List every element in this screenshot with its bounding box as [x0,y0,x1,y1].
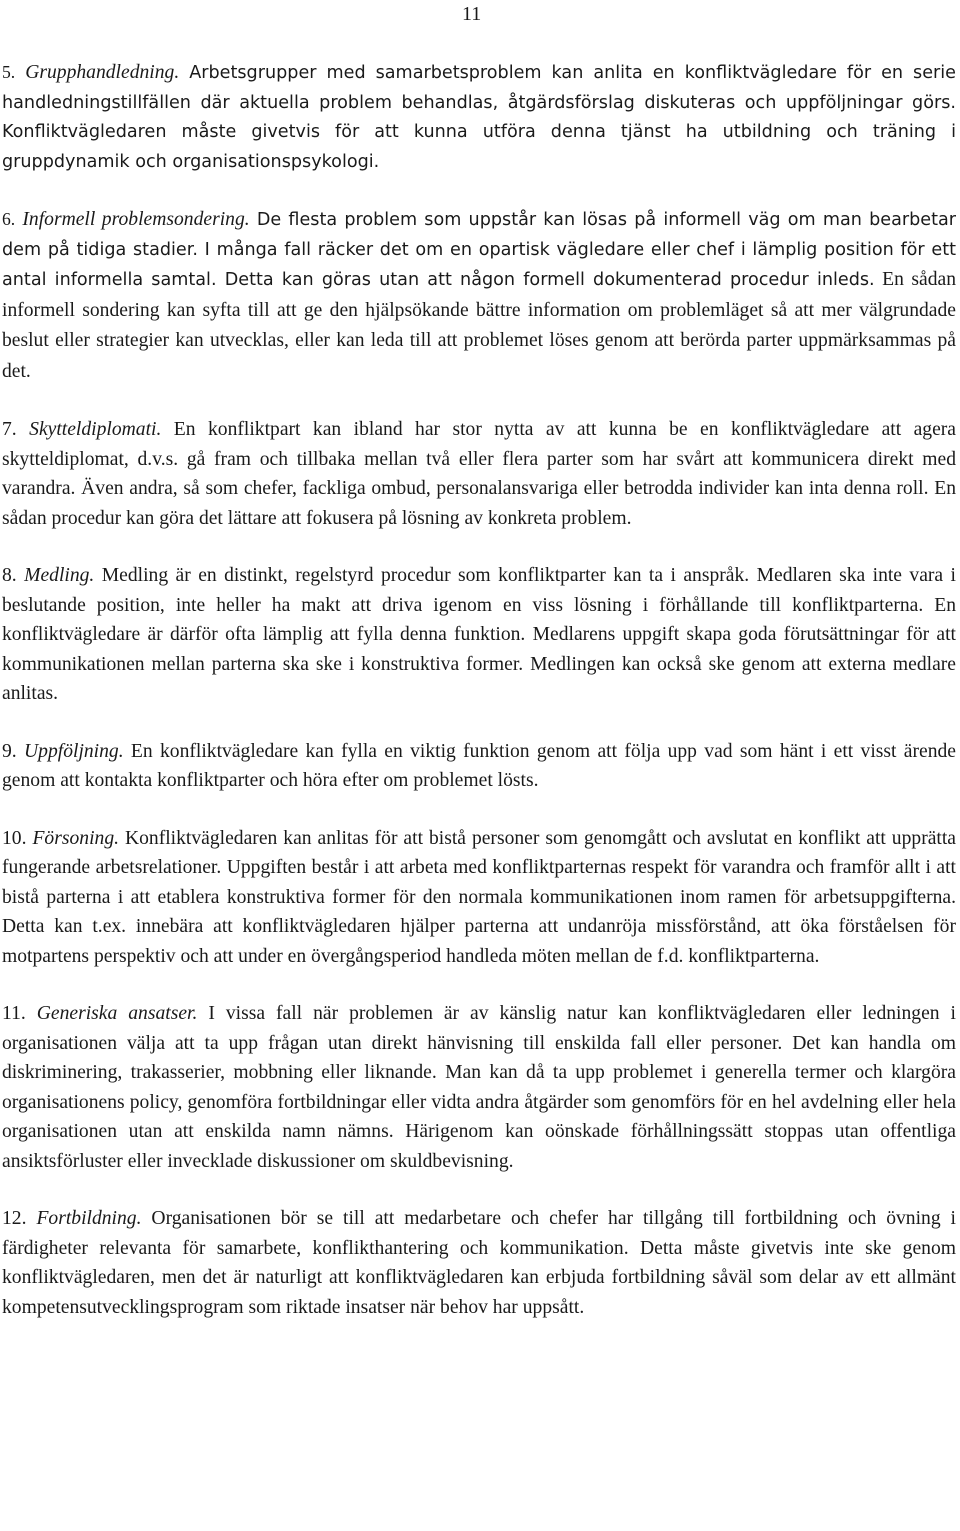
section-heading: Medling. [24,565,95,586]
section-10 [2,824,956,972]
section-12 [2,1204,956,1322]
section-11 [2,999,956,1176]
section-5 [2,58,956,177]
section-text: Arbetsgrupper med samarbetsproblem kan anlita en konfliktvägledare för en serie handledningstillfällen där aktuella problem behandlas, åtgärdsförslag diskuteras och uppföljningar görs. Konfliktvägledaren måste givetvis för att kunna utföra denna tjänst ha utbildning och träning i gruppdynamik och organisationspsykologi. [2,63,956,172]
section-text: Organisationen bör se till att medarbetare och chefer har tillgång till fortbildning och övning i färdigheter relevanta för samarbete, konflikthantering och kommunikation. Detta måste givetvis inte ske genom konfliktvägledaren, men det är naturligt att konfliktvägledaren kan erbjuda fortbildning såväl som delar av ett allmänt kompetensutvecklingsprogram som riktade insatser när behov har uppsått. [2,1208,957,1318]
section-7 [2,415,956,533]
section-text: I vissa fall när problemen är av känslig natur kan konfliktvägledaren eller ledningen i organisationen välja att ta upp frågan utan direkt hänvisning till enskilda fall eller personer. Det kan handla om diskriminering, trakasserier, mobbning eller liknande. Man kan då ta upp problemet i generella termer och klargöra organisationens policy, genomföra fortbildningar eller vidta andra åtgärder som genomförs för en hel avdelning eller hela organisationen utan att enskilda namn nämns. Härigenom kan oönskade förhållningssätt stoppas utan offentliga ansiktsförluster eller invecklade diskussioner om skuldbevisning. [2,1003,957,1172]
section-number: 9. [2,740,17,762]
page-number: 11 [462,3,482,25]
section-number: 6. [2,209,16,229]
section-number: 12. [2,1208,27,1229]
section-heading: Fortbildning. [36,1208,142,1229]
section-9 [2,737,956,796]
section-text-continued: En sådan informell sondering kan syfta till att ge den hjälpsökande bättre information om problemläget så att mer välgrundade beslut eller strategier kan utvecklas, eller kan leda till att problemet löses genom att berörda parter uppmärksammas på det. [2,269,956,382]
section-number: 10. [2,827,27,849]
section-heading: Generiska ansatser. [36,1003,198,1024]
section-text: De flesta problem som uppstår kan lösas på informell väg om man bearbetar dem på tidiga stadier. I många fall räcker det om en opartisk vägledare eller chef i lämplig position för ett antal informella samtal. Detta kan göras utan att någon formell dokumenterad procedur inleds. [2,210,956,290]
section-number: 8. [2,565,17,586]
section-number: 5. [2,62,16,82]
section-number: 7. [2,419,17,440]
section-6 [2,205,956,387]
section-text: Konfliktvägledaren kan anlitas för att bistå personer som genomgått och avslutat en konflikt att upprätta fungerande arbetsrelationer. Uppgiften består i att arbeta med konfliktparternas respekt för varandra och framför allt i att bistå parterna i att etablera konstruktiva former för den normala kommunikationen inom ramen för arbetsuppgifterna. Detta kan t.ex. innebära att konfliktvägledaren hjälper parterna att undanröja missförstånd, att öka förståelsen för motpartens perspektiv och att under en övergångsperiod handleda möten mellan de f.d. konfliktparterna. [2,827,956,967]
section-heading: Uppföljning. [24,740,124,762]
section-heading: Grupphandledning. [25,62,180,83]
section-heading: Skytteldiplomati. [29,419,162,440]
section-heading: Försoning. [32,827,120,849]
section-number: 11. [2,1003,26,1024]
document-body [2,58,956,1350]
section-text: En konfliktpart kan ibland har stor nytta av att kunna be en konfliktvägledare att agera skytteldiplomat, d.v.s. gå fram och tillbaka mellan två eller flera parter som har svårt att kommunicera direkt med varandra. Även andra, så som chefer, fackliga ombud, personalansvariga eller betrodda individer kan inta denna roll. En sådan procedur kan göra det lättare att fokusera på lösning av konkreta problem. [2,419,957,529]
section-text: Medling är en distinkt, regelstyrd procedur som konfliktparter kan ta i anspråk. Medlaren ska inte vara i beslutande position, inte heller ha makt att driva igenom en viss lösning i förhållande till konfliktparterna. En konfliktvägledare är därför ofta lämplig att fylla denna funktion. Medlarens uppgift skapa goda förutsättningar för att kommunikationen mellan parterna ska ske i konstruktiva former. Medlingen kan också ske genom att externa medlare anlitas. [2,565,956,704]
section-heading: Informell problemsondering. [22,209,250,230]
section-8 [2,561,956,709]
section-text: En konfliktvägledare kan fylla en viktig funktion genom att följa upp vad som hänt i ett visst ärende genom att kontakta konfliktparter och höra efter om problemet lösts. [2,740,956,791]
